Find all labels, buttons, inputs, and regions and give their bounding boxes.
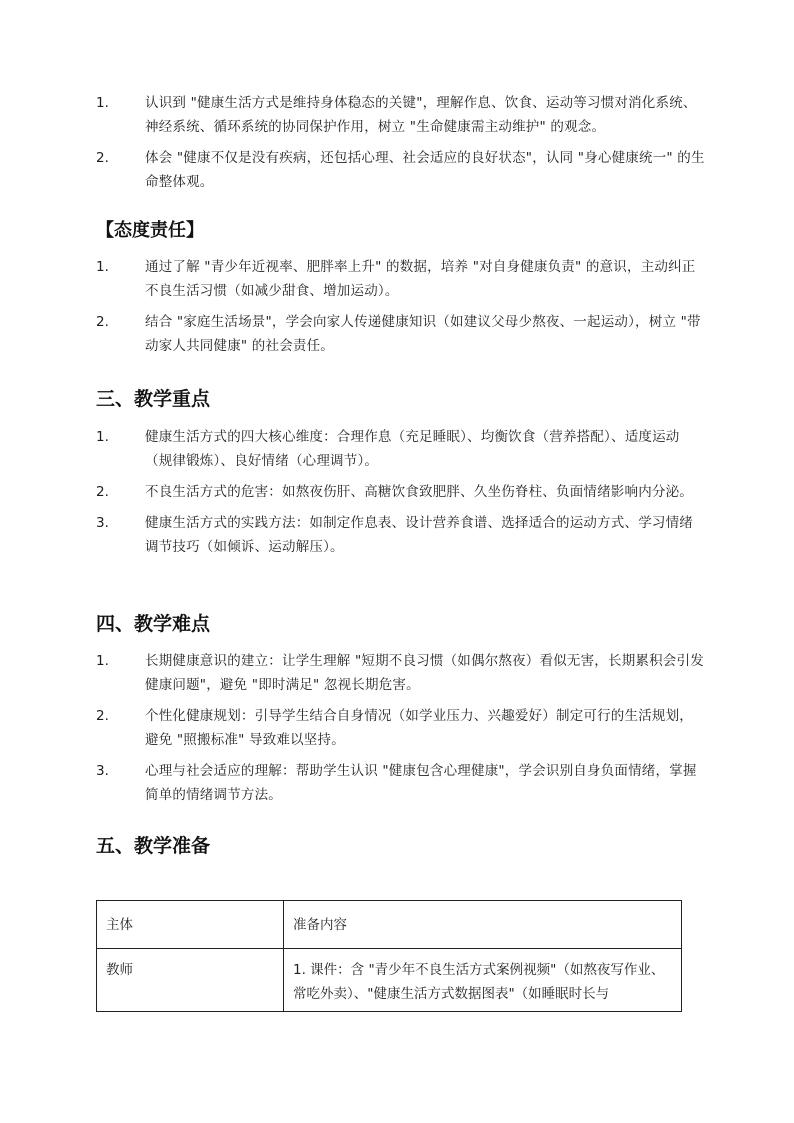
item-number: 3. bbox=[96, 763, 109, 779]
list-item bbox=[96, 511, 706, 559]
table-header-row bbox=[97, 901, 682, 949]
attitude-heading: 【态度责任】 bbox=[96, 220, 204, 241]
item-text: 健康生活方式的四大核心维度：合理作息（充足睡眠）、均衡饮食（营养搭配）、适度运动（规律锻炼）、良好情绪（心理调节）。 bbox=[145, 429, 680, 469]
list-item bbox=[96, 310, 706, 358]
item-number: 1. bbox=[96, 259, 109, 275]
item-text: 认识到 "健康生活方式是维持身体稳态的关键"，理解作息、饮食、运动等习惯对消化系统、神经系统、循环系统的协同保护作用，树立 "生命健康需主动维护" 的观念。 bbox=[145, 95, 697, 135]
item-text: 长期健康意识的建立：让学生理解 "短期不良习惯（如偶尔熬夜）看似无害，长期累积会引发健康问题"，避免 "即时满足" 忽视长期危害。 bbox=[145, 653, 704, 693]
list-item bbox=[96, 759, 706, 807]
item-text: 健康生活方式的实践方法：如制定作息表、设计营养食谱、选择适合的运动方式、学习情绪调节技巧（如倾诉、运动解压）。 bbox=[145, 515, 693, 555]
item-text: 通过了解 "青少年近视率、肥胖率上升" 的数据，培养 "对自身健康负责" 的意识，主动纠正不良生活习惯（如减少甜食、增加运动）。 bbox=[145, 259, 696, 299]
item-number: 1. bbox=[96, 429, 109, 445]
attitude-list bbox=[96, 255, 706, 365]
item-text: 结合 "家庭生活场景"，学会向家人传递健康知识（如建议父母少熬夜、一起运动），树立 "带动家人共同健康" 的社会责任。 bbox=[145, 314, 701, 354]
list-item bbox=[96, 91, 706, 139]
item-text: 心理与社会适应的理解：帮助学生认识 "健康包含心理健康"，学会识别自身负面情绪，掌握简单的情绪调节方法。 bbox=[145, 763, 697, 803]
item-text: 个性化健康规划：引导学生结合自身情况（如学业压力、兴趣爱好）制定可行的生活规划，避免 "照搬标准" 导致难以坚持。 bbox=[145, 708, 693, 748]
list-item bbox=[96, 425, 706, 473]
list-item bbox=[96, 480, 706, 504]
key-points-heading: 三、教学重点 bbox=[96, 388, 211, 410]
item-text: 不良生活方式的危害：如熬夜伤肝、高糖饮食致肥胖、久坐伤脊柱、负面情绪影响内分泌。 bbox=[145, 484, 693, 500]
table-cell: 1. 课件：含 "青少年不良生活方式案例视频"（如熬夜写作业、常吃外卖）、"健康生活方式数据图表"（如睡眠时长与 bbox=[284, 949, 682, 1012]
table-header-cell: 主体 bbox=[97, 901, 284, 949]
list-item bbox=[96, 704, 706, 752]
item-number: 3. bbox=[96, 515, 109, 531]
table-row bbox=[97, 949, 682, 1012]
table-header-cell: 准备内容 bbox=[284, 901, 682, 949]
item-number: 1. bbox=[96, 653, 109, 669]
item-number: 2. bbox=[96, 314, 109, 330]
item-number: 1. bbox=[96, 95, 109, 111]
list-item bbox=[96, 255, 706, 303]
table-cell: 教师 bbox=[97, 949, 284, 1012]
list-item bbox=[96, 649, 706, 697]
difficulties-list bbox=[96, 649, 706, 814]
item-number: 2. bbox=[96, 708, 109, 724]
item-text: 体会 "健康不仅是没有疾病，还包括心理、社会适应的良好状态"，认同 "身心健康统一" 的生命整体观。 bbox=[145, 150, 705, 190]
item-number: 2. bbox=[96, 150, 109, 166]
item-number: 2. bbox=[96, 484, 109, 500]
list-item bbox=[96, 146, 706, 194]
difficulties-heading: 四、教学难点 bbox=[96, 613, 211, 635]
preparation-table bbox=[96, 900, 682, 1012]
preparation-heading: 五、教学准备 bbox=[96, 835, 211, 857]
key-points-list bbox=[96, 425, 706, 566]
values-list bbox=[96, 91, 706, 201]
